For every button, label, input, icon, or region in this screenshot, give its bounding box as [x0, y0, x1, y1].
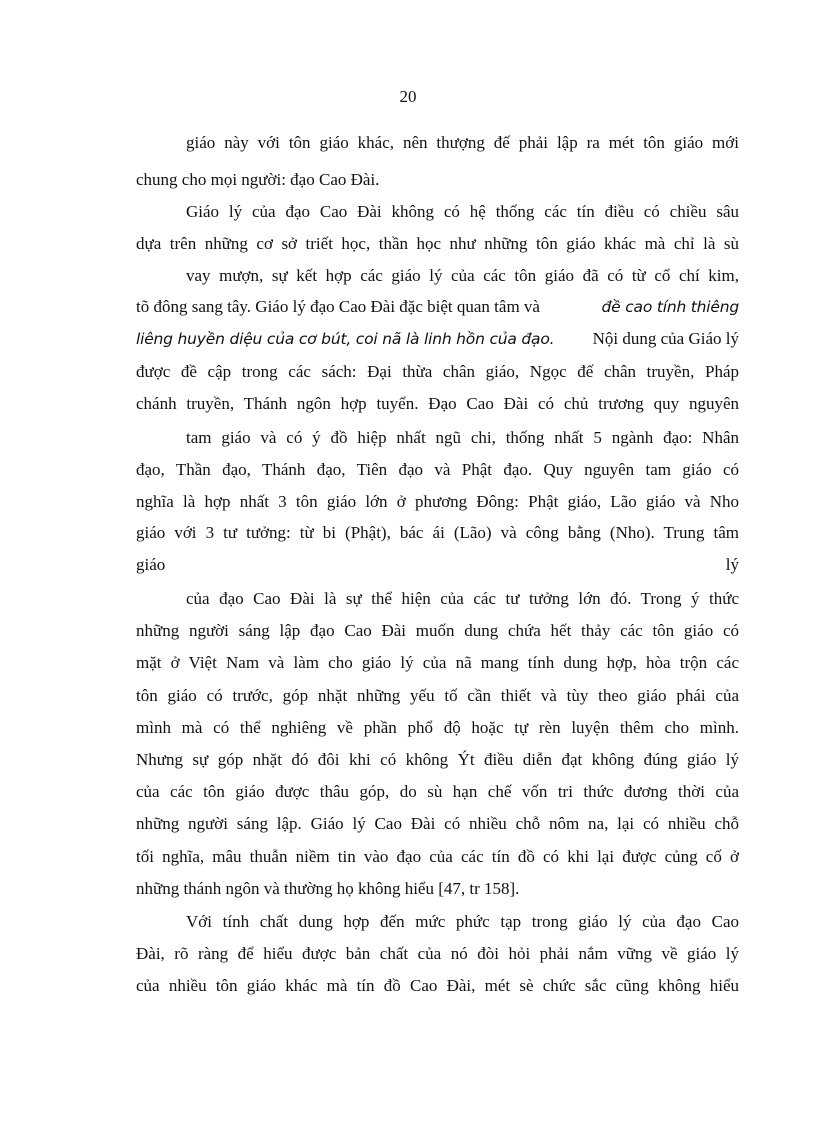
- text-line: của đạo Cao Đài là sự thể hiện của các tư tưởng lớn đó. Trong ý thức: [186, 589, 739, 608]
- text-line: Với tính chất dung hợp đến mức phức tạp trong giáo lý của đạo Cao: [186, 912, 739, 931]
- text-segment: lý: [725, 555, 739, 574]
- text-line: những thánh ngôn và thường họ không hiểu [47, tr 158].: [136, 879, 520, 898]
- text-line: những người sáng lập đạo Cao Đài muốn dung chứa hết thảy các tôn giáo có: [136, 621, 739, 640]
- text-line: giáo với 3 tư tưởng: từ bi (Phật), bác ái (Lão) và công bằng (Nho). Trung tâm: [136, 523, 739, 542]
- text-line: tam giáo và có ý đồ hiệp nhất ngũ chi, thống nhất 5 ngành đạo: Nhân: [186, 428, 739, 447]
- text-segment: giáo: [136, 555, 166, 574]
- text-line: chung cho mọi người: đạo Cao Đài.: [136, 170, 380, 189]
- text-segment: tõ đông sang tây. Giáo lý đạo Cao Đài đặc biệt quan tâm và: [136, 297, 540, 316]
- text-line: Nhưng sự góp nhặt đó đôi khi có không Ýt điều diễn đạt không đúng giáo lý: [136, 750, 739, 769]
- text-line: của nhiều tôn giáo khác mà tín đồ Cao Đài, mét sè chức sắc cũng không hiểu: [136, 976, 739, 995]
- text-line: giáo này với tôn giáo khác, nên thượng đế phải lập ra mét tôn giáo mới: [186, 133, 739, 152]
- text-line: Giáo lý của đạo Cao Đài không có hệ thống các tín điều có chiều sâu: [186, 202, 739, 221]
- text-segment: Nội dung của Giáo lý: [592, 329, 739, 348]
- text-line: mình mà có thể nghiêng về phần phổ độ hoặc tự rèn luyện thêm cho mình.: [136, 718, 739, 737]
- text-line: đạo, Thần đạo, Thánh đạo, Tiên đạo và Phật đạo. Quy nguyên tam giáo có: [136, 460, 739, 479]
- text-line: tôn giáo có trước, góp nhặt những yếu tố cần thiết và tùy theo giáo phái của: [136, 686, 739, 705]
- text-line: mặt ở Việt Nam và làm cho giáo lý của nã mang tính dung hợp, hòa trộn các: [136, 653, 739, 672]
- text-line: vay mượn, sự kết hợp các giáo lý của các tôn giáo đã có từ cổ chí kim,: [186, 266, 739, 285]
- italic-segment: liêng huyền diệu của cơ bút, coi nã là linh hồn của đạo.: [136, 330, 555, 348]
- page-number: 20: [399, 87, 417, 106]
- text-line-split: [136, 554, 739, 576]
- text-line-mixed: [136, 328, 739, 350]
- text-line: được đề cập trong các sách: Đại thừa chân giáo, Ngọc đế chân truyền, Pháp: [136, 362, 739, 381]
- text-line-mixed: [136, 296, 739, 318]
- italic-segment: đề cao tính thiêng: [601, 298, 739, 316]
- text-line: dựa trên những cơ sở triết học, thần học như những tôn giáo khác mà chỉ là sù: [136, 234, 739, 253]
- text-line: tối nghĩa, mâu thuẫn niềm tin vào đạo của các tín đồ có khi lại được củng cố ở: [136, 847, 739, 866]
- text-line: những người sáng lập. Giáo lý Cao Đài có nhiều chỗ nôm na, lại có nhiều chỗ: [136, 814, 739, 833]
- text-line: của các tôn giáo được thâu góp, do sù hạn chế vốn tri thức đương thời của: [136, 782, 739, 801]
- text-line: chánh truyền, Thánh ngôn hợp tuyển. Đạo Cao Đài có chủ trương quy nguyên: [136, 394, 739, 413]
- text-line: Đài, rõ ràng để hiểu được bản chất của nó đòi hỏi phải nắm vững về giáo lý: [136, 944, 739, 963]
- text-line: nghĩa là hợp nhất 3 tôn giáo lớn ở phương Đông: Phật giáo, Lão giáo và Nho: [136, 492, 739, 511]
